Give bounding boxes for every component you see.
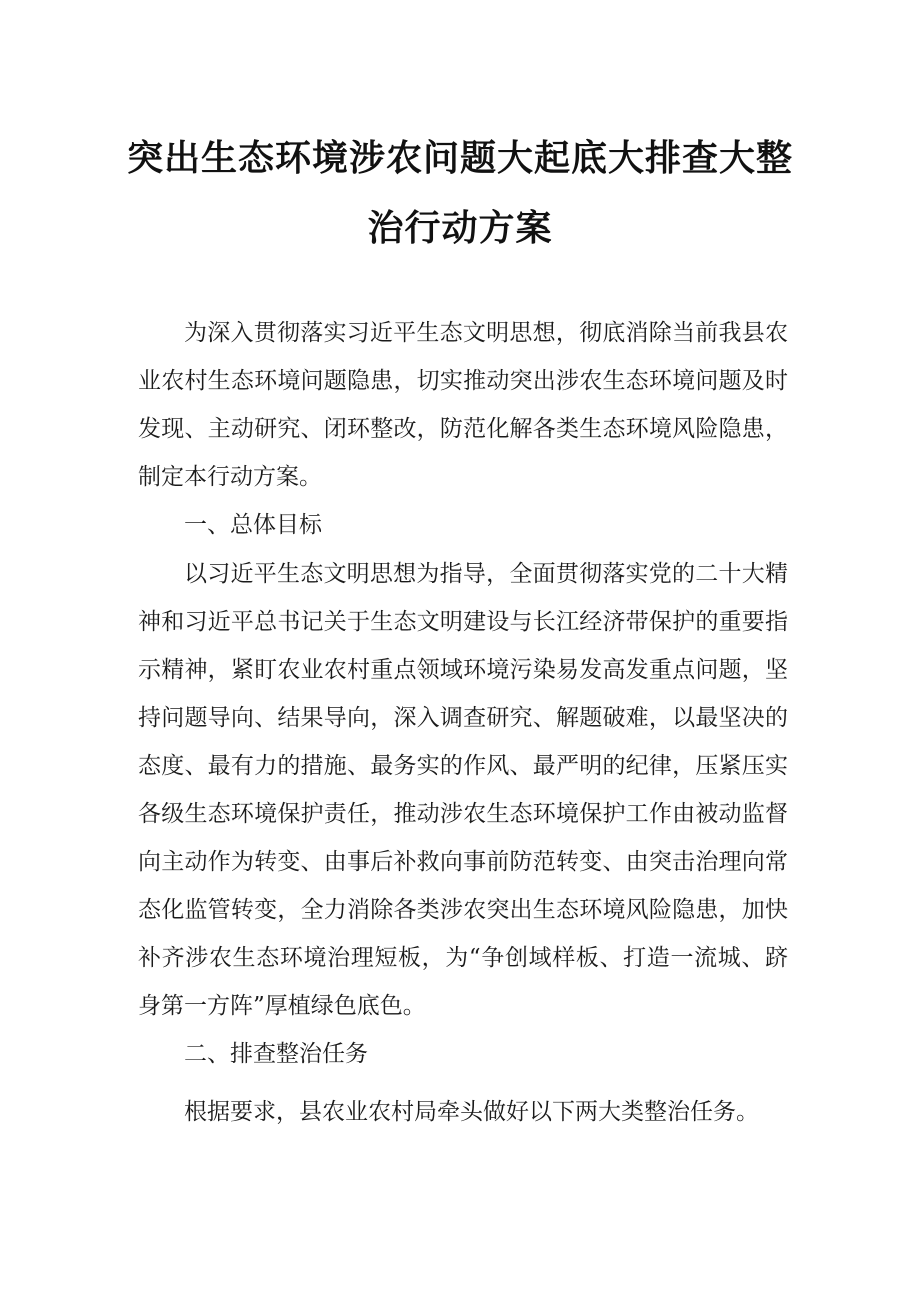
section-heading-overall-goals: 一、总体目标 bbox=[184, 512, 322, 538]
section1-line: 神和习近平总书记关于生态文明建设与长江经济带保护的重要指 bbox=[138, 609, 788, 635]
section1-line: 态化监管转变，全力消除各类涉农突出生态环境风险隐患，加快 bbox=[138, 897, 788, 923]
section1-line: 以习近平生态文明思想为指导，全面贯彻落实党的二十大精 bbox=[184, 561, 788, 587]
section1-line: 持问题导向、结果导向，深入调查研究、解题破难，以最坚决的 bbox=[138, 705, 788, 731]
section1-line: 各级生态环境保护责任，推动涉农生态环境保护工作由被动监督 bbox=[138, 801, 788, 827]
section2-line: 根据要求，县农业农村局牵头做好以下两大类整治任务。 bbox=[184, 1099, 759, 1125]
section1-line: 补齐涉农生态环境治理短板，为“争创域样板、打造一流城、跻 bbox=[138, 945, 788, 971]
document-title-line-1: 突出生态环境涉农问题大起底大排查大整 bbox=[126, 138, 793, 179]
section-heading-inspection-tasks: 二、排查整治任务 bbox=[184, 1041, 368, 1067]
intro-line: 制定本行动方案。 bbox=[138, 464, 322, 490]
section1-line: 示精神，紧盯农业农村重点领域环境污染易发高发重点问题，坚 bbox=[138, 657, 788, 683]
section1-line: 向主动作为转变、由事后补救向事前防范转变、由突击治理向常 bbox=[138, 849, 788, 875]
intro-line: 发现、主动研究、闭环整改，防范化解各类生态环境风险隐患， bbox=[138, 416, 788, 442]
document-title-line-2: 治行动方案 bbox=[367, 208, 553, 249]
intro-line: 为深入贯彻落实习近平生态文明思想，彻底消除当前我县农 bbox=[184, 320, 788, 346]
intro-line: 业农村生态环境问题隐患，切实推动突出涉农生态环境问题及时 bbox=[138, 368, 788, 394]
section1-line: 态度、最有力的措施、最务实的作风、最严明的纪律，压紧压实 bbox=[138, 753, 788, 779]
section1-line: 身第一方阵”厚植绿色底色。 bbox=[138, 993, 426, 1019]
